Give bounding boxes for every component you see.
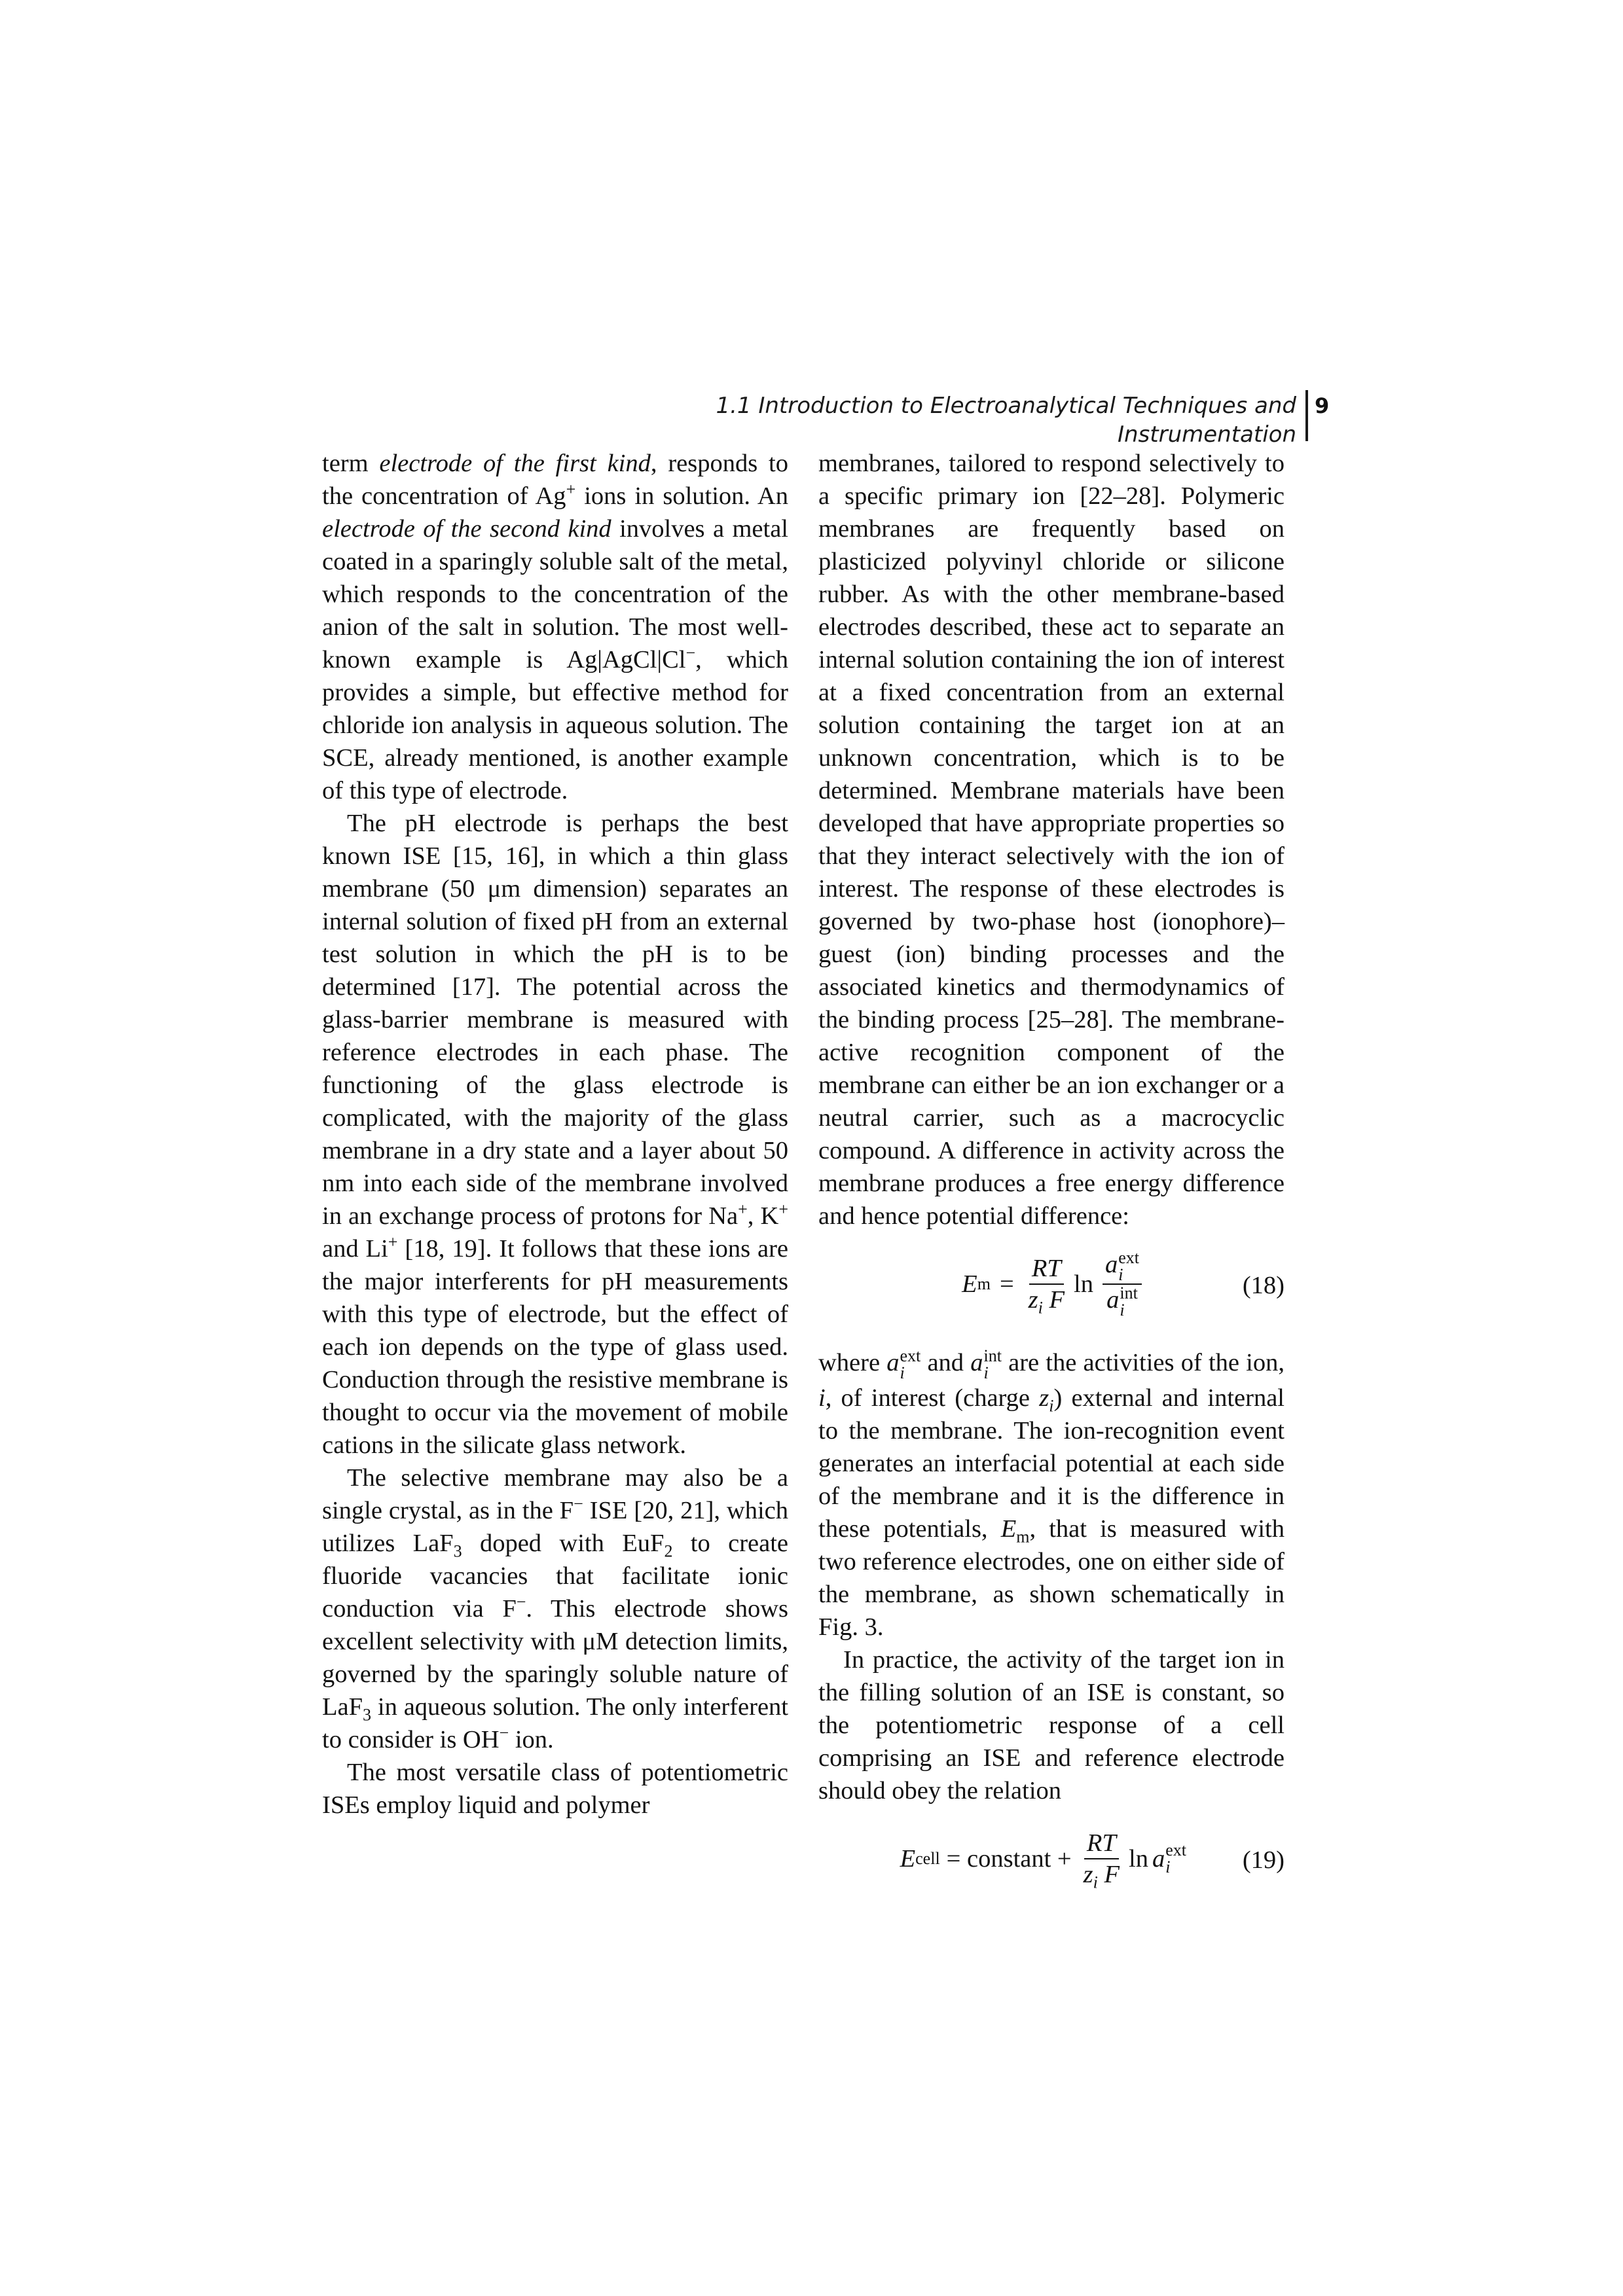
equation-number: (19) — [1242, 1846, 1285, 1874]
left-column — [322, 447, 788, 1821]
running-head: 1.1 Introduction to Electroanalytical Techniques and Instrumentation — [716, 393, 1296, 448]
paragraph: In practice, the activity of the target ion in the filling solution of an ISE is constant, so the potentiometric response of a cell comprising an ISE and reference electrode should obey the relation — [818, 1646, 1285, 1805]
paragraph: The most versatile class of potentiometric ISEs employ liquid and polymer — [322, 1759, 788, 1819]
equation-19: E cell = constant + $\frac{RT}{z_i F}$ ln a ext i (19) — [900, 1829, 1285, 1892]
paragraph: where a ext i and a int i are the activities of the ion, i, of interest (charge $z_i$) external and internal to the membrane. The ion-recognition event generates an interfacial potential at each side of the membrane and it is the difference in these potentials, $E_m$, that is measured with two reference electrodes, one on either side of the membrane, as shown schematically in Fig. 3. — [818, 1346, 1285, 1641]
paragraph: term electrode of the first kind, responds to the concentration of Ag+ ions in solution. An electrode of the second kind involves a metal coated in a sparingly soluble salt of the metal, which responds to the concentration of the anion of the salt in solution. The most well-known example is Ag|AgCl|Cl−, which provides a simple, but effective method for chloride ion analysis in aqueous solution. The SCE, already mentioned, is another example of this type of electrode. — [322, 450, 788, 804]
equation-18: E m = $\frac{RT}{z_i F}$ ln a ext i a int i (18) — [962, 1248, 1285, 1320]
right-column — [818, 447, 1285, 1921]
header-rule — [1305, 390, 1308, 441]
paragraph: membranes, tailored to respond selectively to a specific primary ion [22–28]. Polymeric membranes are frequently based on plasticized polyvinyl chloride or silicone rubber. As with the other membrane-based electrodes described, these act to separate an internal solution containing the ion of interest at a fixed concentration from an external solution containing the target ion at an unknown concentration, which is to be determined. Membrane materials have been developed that have appropriate properties so that they interact selectively with the ion of interest. The response of these electrodes is governed by two-phase host (ionophore)–guest (ion) binding processes and the associated kinetics and thermodynamics of the binding process [25–28]. The membrane-active recognition component of the membrane can either be an ion exchanger or a neutral carrier, such as a macrocyclic compound. A difference in activity across the membrane produces a free energy difference and hence potential difference: — [818, 450, 1285, 1230]
equation-number: (18) — [1242, 1272, 1285, 1299]
paragraph: The pH electrode is perhaps the best known ISE [15, 16], in which a thin glass membrane (50 μm dimension) separates an internal solution of fixed pH from an external test solution in which the pH is to be determined [17]. The potential across the glass-barrier membrane is measured with reference electrodes in each phase. The functioning of the glass electrode is complicated, with the majority of the glass membrane in a dry state and a layer about 50 nm into each side of the membrane involved in an exchange process of protons for Na+, K+ and Li+ [18, 19]. It follows that these ions are the major interferents for pH measurements with this type of electrode, but the effect of each ion depends on the type of glass used. Conduction through the resistive membrane is thought to occur via the movement of mobile cations in the silicate glass network. — [322, 810, 788, 1459]
page-number: 9 — [1315, 393, 1330, 418]
paragraph: The selective membrane may also be a single crystal, as in the F− ISE [20, 21], which utilizes LaF$_3$ doped with EuF$_2$ to create fluoride vacancies that facilitate ionic conduction via F−. This electrode shows excellent selectivity with μM detection limits, governed by the sparingly soluble nature of LaF$_3$ in aqueous solution. The only interferent to consider is OH− ion. — [322, 1464, 788, 1753]
